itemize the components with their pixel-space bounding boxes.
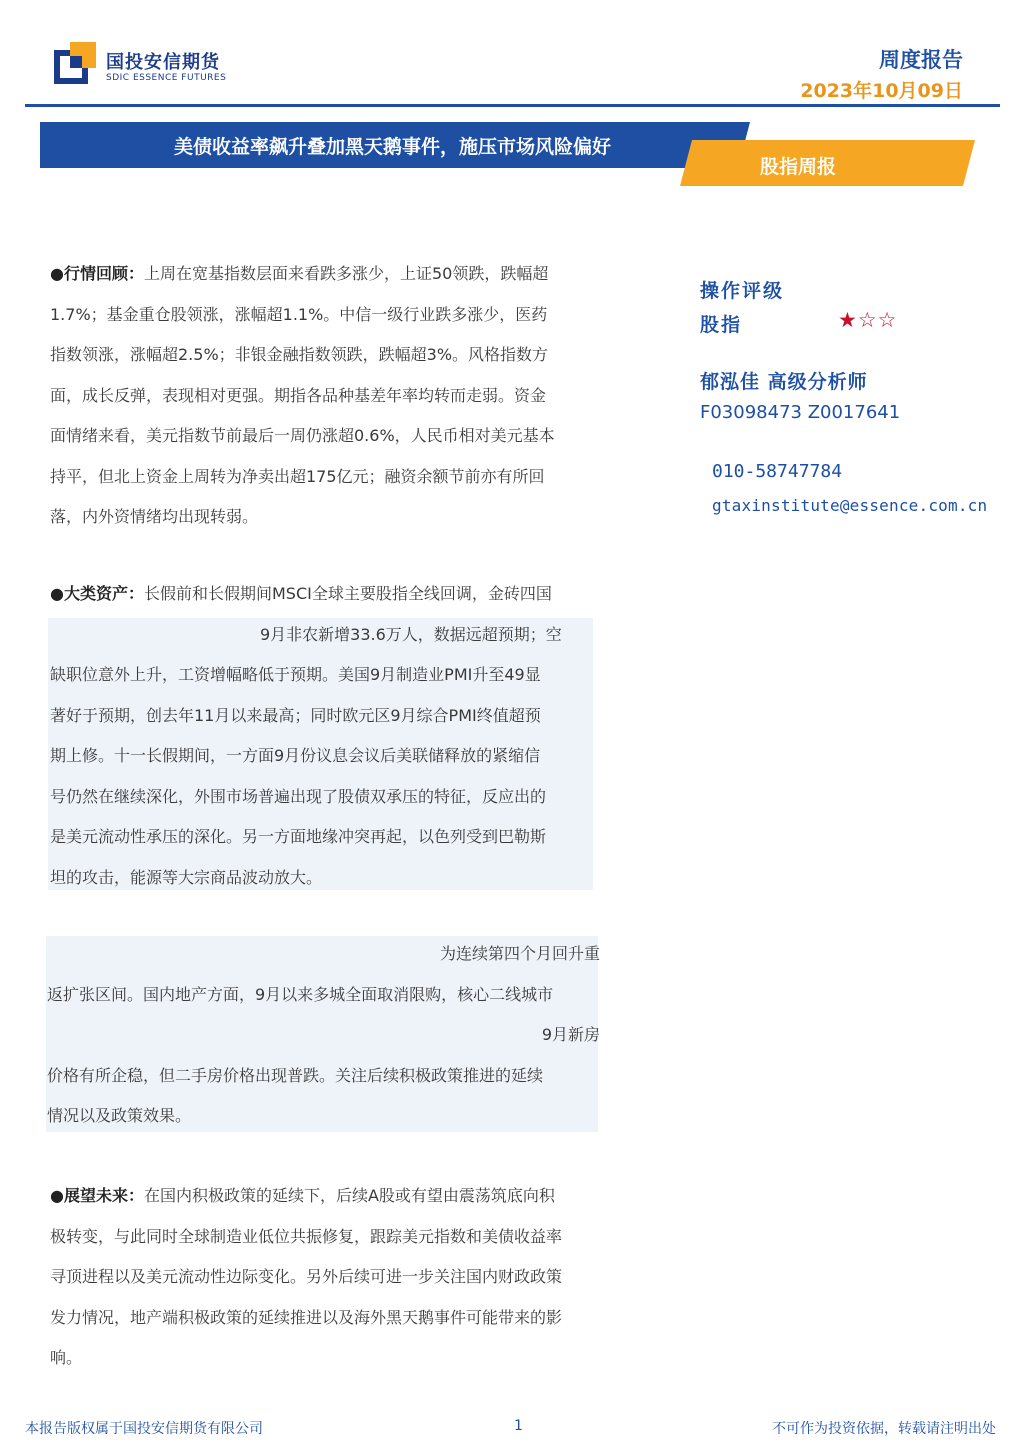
footer-disclaimer: 不可作为投资依据，转载请注明出处 <box>772 1421 996 1437</box>
section-market-review <box>50 254 615 538</box>
text-line: 在国内积极政策的延续下，后续A股或有望由震荡筑底向积 <box>143 1186 555 1205</box>
rating-index-label: 股指 <box>700 314 743 336</box>
text-line: 上周在宽基指数层面来看跌多涨少，上证50领跌，跌幅超 <box>143 264 549 283</box>
section-lead: 展望未来： <box>63 1186 144 1205</box>
rating-stars-icon: ★☆☆ <box>838 308 898 332</box>
text-line: 为连续第四个月回升重 <box>439 944 600 963</box>
report-type: 周度报告 <box>879 48 963 72</box>
text-line: 坦的攻击，能源等大宗商品波动放大。 <box>50 867 323 887</box>
text-line: 落，内外资情绪均出现转弱。 <box>50 507 259 526</box>
text-line: 发力情况，地产端积极政策的延续推进以及海外黑天鹅事件可能带来的影 <box>50 1307 563 1327</box>
rating-label: 操作评级 <box>700 280 785 302</box>
footer-copyright: 本报告版权属于国投安信期货有限公司 <box>25 1421 263 1437</box>
text-line: 指数领涨，涨幅超2.5%；非银金融指数领跌，跌幅超3%。风格指数方 <box>50 345 549 364</box>
logo-mark-icon <box>54 42 96 84</box>
report-date: 2023年10月09日 <box>800 80 963 102</box>
report-category-tag: 股指周报 <box>760 156 837 178</box>
text-line: 期上修。十一长假期间，一方面9月份议息会议后美联储释放的紧缩信 <box>50 746 541 765</box>
section-lead: 大类资产： <box>63 584 144 603</box>
contact-email[interactable]: gtaxinstitute@essence.com.cn <box>712 496 988 515</box>
text-line: 响。 <box>50 1348 83 1367</box>
text-line: 情况以及政策效果。 <box>47 1106 192 1125</box>
bullet-icon: ● <box>50 1186 64 1205</box>
market-first-line <box>50 254 615 295</box>
page-number: 1 <box>514 1418 523 1434</box>
section-lead: 行情回顾： <box>63 264 144 283</box>
bullet-icon: ● <box>50 264 64 283</box>
text-line: 面，成长反弹，表现相对更强。期指各品种基差年率均转而走弱。资金 <box>50 385 547 405</box>
text-line: 面情绪来看，美元指数节前最后一周仍涨超0.6%，人民币相对美元基本 <box>50 426 555 445</box>
text-line: 著好于预期，创去年11月以来最高；同时欧元区9月综合PMI终值超预 <box>50 705 541 725</box>
assets-first-line <box>50 574 600 615</box>
text-line: 长假前和长假期间MSCI全球主要股指全线回调，金砖四国 <box>143 584 552 603</box>
analyst-certificate: F03098473 Z0017641 <box>700 402 901 423</box>
text-line: 9月新房 <box>541 1025 600 1044</box>
bullet-icon: ● <box>50 584 64 603</box>
text-line: 返扩张区间。国内地产方面，9月以来多城全面取消限购，核心二线城市 <box>47 984 554 1004</box>
text-line: 号仍然在继续深化，外围市场普遍出现了股债双承压的特征，反应出的 <box>50 786 547 806</box>
logo-subtitle: SDIC ESSENCE FUTURES <box>106 73 227 83</box>
contact-phone: 010-58747784 <box>712 461 843 482</box>
header-divider <box>25 104 1000 107</box>
section-domestic <box>47 934 600 1137</box>
text-line: 9月非农新增33.6万人，数据远超预期；空 <box>260 624 562 644</box>
text-line: 是美元流动性承压的深化。另一方面地缘冲突再起，以色列受到巴勒斯 <box>50 827 547 846</box>
text-line: 1.7%；基金重仓股领涨，涨幅超1.1%。中信一级行业跌多涨少，医药 <box>50 304 548 324</box>
text-line: 价格有所企稳，但二手房价格出现普跌。关注后续积极政策推进的延续 <box>47 1065 544 1085</box>
company-logo <box>54 42 254 88</box>
text-line: 缺职位意外上升，工资增幅略低于预期。美国9月制造业PMI升至49显 <box>50 665 541 684</box>
text-line: 持平，但北上资金上周转为净卖出超175亿元；融资余额节前亦有所回 <box>50 466 545 486</box>
report-title: 美债收益率飙升叠加黑天鹅事件，施压市场风险偏好 <box>173 136 611 158</box>
analyst-name: 郁泓佳 高级分析师 <box>700 371 868 393</box>
text-line: 寻顶进程以及美元流动性边际变化。另外后续可进一步关注国内财政政策 <box>50 1267 563 1286</box>
text-line: 极转变，与此同时全球制造业低位共振修复，跟踪美元指数和美债收益率 <box>50 1226 563 1246</box>
logo-name: 国投安信期货 <box>106 52 220 73</box>
section-asset-classes <box>50 574 600 898</box>
outlook-first-line <box>50 1176 620 1217</box>
section-outlook <box>50 1176 620 1379</box>
